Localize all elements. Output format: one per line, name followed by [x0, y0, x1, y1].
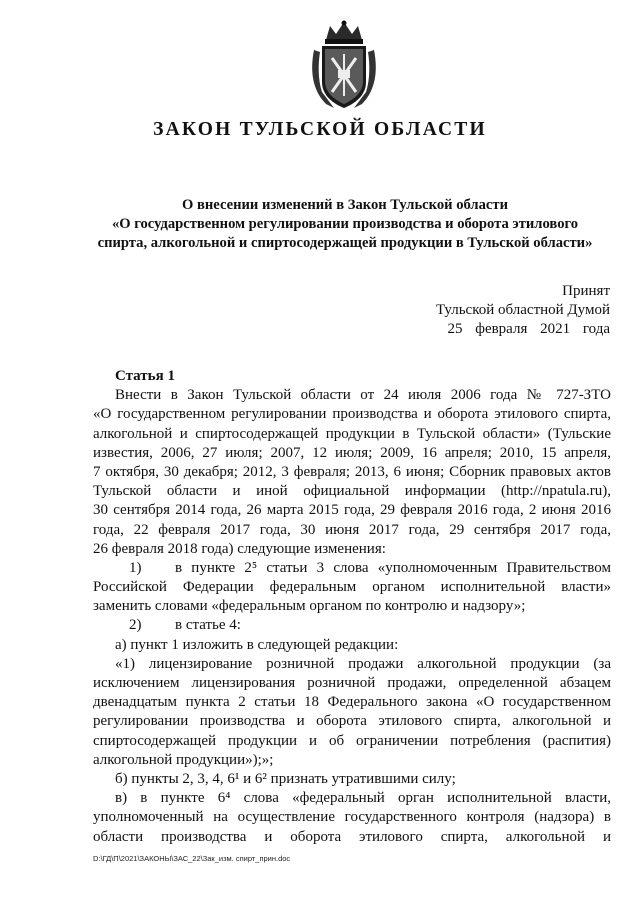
article-line: 7 октября, 30 декабря; 2012, 3 февраля; 2013, 6 июня; Сборник правовых актов [93, 463, 611, 480]
article-line: 30 сентября 2014 года, 26 марта 2015 года, 29 февраля 2016 года, 2 июня 2016 [93, 502, 611, 519]
law-subtitle [90, 196, 600, 253]
subitem-a: а) пункт 1 изложить в следующей редакции: [115, 636, 399, 653]
item-number: 2) [129, 617, 142, 634]
item-number: 1) [129, 559, 142, 576]
item-1-text: в пункте 2⁵ статьи 3 слова «уполномоченным Правительством [175, 559, 611, 576]
coat-of-arms-emblem [308, 20, 380, 112]
subitem-c-line: области производства и оборота этилового спирта, алкогольной и [93, 828, 611, 845]
article-line: известия, 2006, 27 июля; 2007, 12 июля; 2009, 16 апреля; 2010, 15 апреля, [93, 444, 611, 461]
article-line: Внести в Закон Тульской области от 24 июля 2006 года № 727-ЗТО [115, 387, 611, 404]
quote-line: «1) лицензирование розничной продажи алкогольной продукции (за [115, 655, 611, 672]
adopted-date: 25 февраля 2021 года [447, 321, 610, 337]
article-line: года, 22 февраля 2017 года, 30 июня 2017 года, 29 сентября 2017 года, [93, 521, 611, 538]
adoption-block [436, 282, 610, 339]
quote-line: спиртосодержащей продукции и об ограничении потребления (распития) [93, 732, 611, 749]
article-body [93, 367, 611, 847]
article-line: Тульской области и иной официальной информации (http://npatula.ru), [93, 483, 611, 500]
law-title: ЗАКОН ТУЛЬСКОЙ ОБЛАСТИ [153, 119, 487, 140]
item-1-line [93, 559, 611, 578]
item-1-line: заменить словами «федеральным органом по контролю и надзору»; [93, 598, 526, 615]
quote-line: двенадцатым пункта 2 статьи 18 Федерального закона «О государственном [93, 694, 611, 711]
article-line: «О государственном регулировании производства и оборота этилового спирта, [93, 406, 611, 423]
subitem-c-line: уполномоченный на осуществление государственного контроля (надзора) в [93, 809, 611, 826]
subtitle-line: «О государственном регулировании производства и оборота этилового [111, 216, 579, 232]
subtitle-line: О внесении изменений в Закон Тульской области [182, 197, 508, 213]
item-2-text: в статье 4: [175, 617, 241, 634]
subtitle-line: спирта, алкогольной и спиртосодержащей продукции в Тульской области» [97, 235, 593, 251]
quote-line: исключением лицензирования розничной продажи, определенной абзацем [93, 675, 611, 691]
article-line: 26 февраля 2018 года) следующие изменения: [93, 540, 386, 557]
file-path-footer: D:\ГД\П\2021\ЗАКОНЫ\ЗАС_22\Зак_изм. спирт_прин.doc [93, 854, 291, 863]
item-2-line [93, 616, 611, 635]
subitem-c-line: в) в пункте 6⁴ слова «федеральный орган исполнительной власти, [115, 790, 611, 807]
item-1-line: Российской Федерации федеральным органом исполнительной власти» [93, 579, 611, 596]
quote-line: алкогольной продукции»);»; [93, 751, 274, 768]
article-line: алкогольной и спиртосодержащей продукции в Тульской области» (Тульские [93, 425, 611, 442]
adopted-by: Тульской областной Думой [435, 302, 610, 318]
adopted-label: Принят [562, 283, 610, 299]
subitem-b: б) пункты 2, 3, 4, 6¹ и 6² признать утратившими силу; [115, 770, 456, 787]
quote-line: регулировании производства и оборота этилового спирта, алкогольной и [93, 713, 611, 730]
article-heading: Статья 1 [115, 368, 175, 384]
